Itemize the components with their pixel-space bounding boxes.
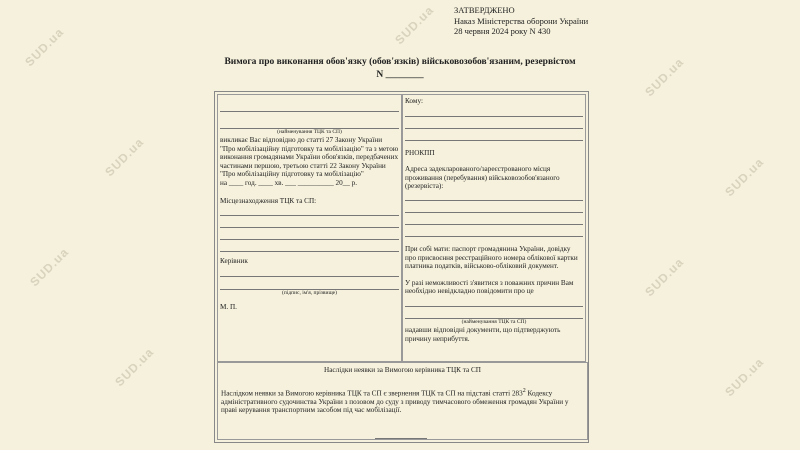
approval-order: Наказ Міністерства оборони України	[454, 15, 589, 26]
article-superscript: 2	[522, 387, 526, 394]
watermark: SUD.ua	[722, 154, 767, 200]
requirement-form	[214, 91, 589, 443]
watermark: SUD.ua	[22, 24, 67, 70]
approved-label: ЗАТВЕРДЖЕНО	[454, 5, 515, 15]
date-line: на ____ год. ____ хв. ___ __________ 20__ р.	[220, 178, 358, 187]
consequences-text	[221, 387, 584, 415]
consequences-text-start: Наслідком неявки за Вимогою керівника ТЦК та СП є звернення ТЦК та СП на підставі статті 283	[221, 388, 523, 397]
consequences-text-end: Кодексу адміністративного судочинства України з позовом до суду з приводу тимчасового обмеження громадян України у праві керування транспортним засобом під час мобілізації.	[221, 388, 569, 415]
watermark: SUD.ua	[722, 354, 767, 400]
watermark: SUD.ua	[392, 2, 437, 48]
left-section	[217, 94, 402, 362]
approval-stamp	[454, 5, 588, 37]
consequences-section	[217, 362, 588, 440]
watermark: SUD.ua	[642, 254, 687, 300]
watermark: SUD.ua	[102, 134, 147, 180]
recipient-label: Кому:	[405, 97, 423, 105]
rnokpp-label: РНОКПП	[405, 148, 435, 157]
watermark: SUD.ua	[642, 54, 687, 100]
signature-caption: (підпис, ім'я, прізвище)	[282, 289, 337, 296]
address-label: Адреса задекларованого/зареєстрованого місця проживання (перебування) військовозобов'язаного (резервіста):	[405, 165, 560, 191]
call-text: викликає Вас відповідно до статті 27 Закону України "Про мобілізаційну підготовку та мобілізацію" та з метою виконання громадянами України обов'язків, передбачених частинами першою, третьою статті 22 Закону України "Про мобілізаційну підготовку та мобілізацію"	[220, 136, 399, 179]
watermark: SUD.ua	[27, 244, 72, 290]
bottom-divider	[375, 438, 427, 439]
impossible-text: У разі неможливості з'явитися з поважних причин Вам необхідно невідкладно повідомити про це	[405, 278, 574, 296]
tck-caption: (найменування ТЦК та СП)	[277, 129, 342, 135]
head-label: Керівник	[220, 257, 248, 266]
location-label: Місцезнаходження ТЦК та СП:	[220, 196, 317, 205]
right-section	[402, 94, 586, 362]
tck-caption-right: (найменування ТЦК та СП)	[461, 318, 527, 325]
title-line: Вимога про виконання обов'язку (обов'язків) військовозобов'язаним, резервістом	[224, 57, 576, 67]
document-title	[205, 56, 595, 82]
documents-text: При собі мати: паспорт громадянина України, довідку про присвоєння реєстраційного номера облікової картки платника податків, військово-обліковий документ.	[405, 244, 578, 271]
provide-text: надавши відповідні документи, що підтверджують причину неприбуття.	[405, 325, 561, 343]
approval-date: 28 червня 2024 року N 430	[454, 26, 551, 36]
consequences-heading: Наслідки неявки за Вимогою керівника ТЦК та СП	[324, 366, 481, 374]
title-number: N ________	[376, 70, 424, 80]
stamp-label: М. П.	[220, 302, 237, 311]
watermark: SUD.ua	[112, 344, 157, 390]
